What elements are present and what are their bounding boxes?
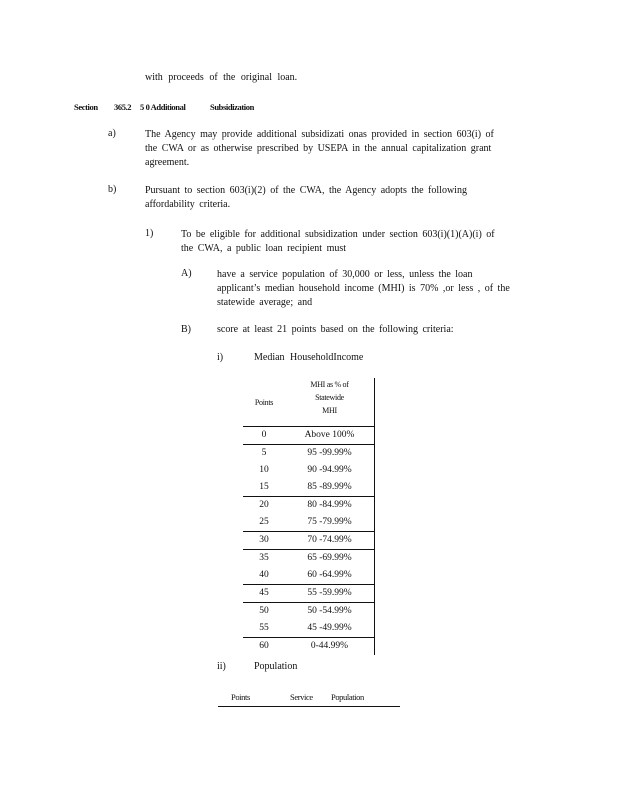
table-row (243, 585, 375, 603)
range-cell: 50 -54.99% (285, 603, 375, 621)
points-cell: 10 (259, 465, 269, 475)
table-row (243, 514, 375, 532)
table-row (243, 532, 375, 550)
item-a-marker: a) (108, 128, 116, 139)
section-label: Section (74, 102, 98, 112)
section-subtitle: Subsidization (210, 102, 254, 112)
points-cell: 35 (243, 550, 285, 568)
range-cell: 45 -49.99% (285, 620, 375, 638)
points-cell: 50 (243, 603, 285, 621)
item-b-line: Pursuant to section 603(i)(2) of the CWA, the Agency adopts the following (145, 185, 467, 196)
points-cell: 0 (243, 427, 285, 445)
points-cell: 5 (243, 445, 285, 463)
table-row (243, 445, 375, 463)
item-B-text: score at least 21 points based on the following criteria: (217, 324, 454, 335)
item-ii-marker: ii) (217, 661, 226, 672)
mhi-header-line: MHI as % of (310, 380, 349, 389)
range-cell: 95 -99.99% (285, 445, 375, 463)
range-cell: 90 -94.99% (285, 462, 375, 479)
item-b1-line: To be eligible for additional subsidization under section 603(i)(1)(A)(i) of (181, 229, 495, 240)
range-cell: 0-44.99% (285, 638, 375, 656)
table-row (243, 427, 375, 445)
table-header-row (243, 378, 375, 427)
table-row (243, 497, 375, 515)
item-b1-marker: 1) (145, 228, 154, 239)
item-A-line: statewide average; and (217, 297, 313, 308)
range-cell: 55 -59.99% (285, 585, 375, 603)
item-b1-text (181, 228, 495, 256)
item-b-marker: b) (108, 184, 117, 195)
table-row (243, 567, 375, 585)
continuation-text: with proceeds of the original loan. (145, 72, 298, 83)
table-row (243, 638, 375, 656)
section-title: 5 0 Additional (140, 102, 186, 112)
item-a-text (145, 128, 494, 170)
range-cell: 70 -74.99% (285, 532, 375, 550)
points-cell: 20 (243, 497, 285, 515)
pop-population-header: Population (331, 692, 364, 702)
range-cell: 80 -84.99% (285, 497, 375, 515)
range-cell: Above 100% (285, 427, 375, 445)
range-cell: 75 -79.99% (285, 514, 375, 532)
item-A-line: applicant’s median household income (MHI) is 70% ,or less , of the (217, 283, 510, 294)
range-cell: 85 -89.99% (285, 479, 375, 497)
item-ii-text: Population (254, 661, 298, 672)
table-row (243, 603, 375, 621)
table-row (243, 479, 375, 497)
points-column-header: Points (254, 397, 274, 407)
item-a-line: The Agency may provide additional subsidizati onas provided in section 603(i) of (145, 129, 494, 140)
item-A-text (217, 268, 510, 310)
item-A-marker: A) (181, 268, 192, 279)
table-row (243, 462, 375, 479)
item-b1-line: the CWA, a public loan recipient must (181, 243, 347, 254)
range-cell: 65 -69.99% (285, 550, 375, 568)
table-row (243, 620, 375, 638)
mhi-header-line: MHI (322, 406, 337, 415)
range-cell: 60 -64.99% (285, 567, 375, 585)
points-cell: 55 (259, 623, 269, 633)
table-row (243, 550, 375, 568)
item-i-marker: i) (217, 352, 224, 363)
section-number: 365.2 (114, 102, 132, 112)
item-A-line: have a service population of 30,000 or less, unless the loan (217, 269, 473, 280)
item-a-line: the CWA or as otherwise prescribed by USEPA in the annual capitalization grant (145, 143, 492, 154)
mhi-column-header (285, 378, 375, 427)
points-cell: 15 (259, 482, 269, 492)
item-b-text (145, 184, 467, 212)
mhi-header-line: Statewide (315, 393, 344, 402)
points-cell: 30 (243, 532, 285, 550)
points-cell: 60 (243, 638, 285, 656)
pop-points-header: Points (231, 692, 250, 702)
item-i-text: Median HouseholdIncome (254, 352, 364, 363)
item-B-marker: B) (181, 324, 191, 335)
item-a-line: agreement. (145, 157, 190, 168)
table-divider (218, 706, 400, 707)
item-b-line: affordability criteria. (145, 199, 231, 210)
mhi-table (243, 378, 375, 655)
pop-service-header: Service (290, 692, 313, 702)
points-cell: 25 (259, 517, 269, 527)
points-cell: 40 (259, 570, 269, 580)
points-cell: 45 (243, 585, 285, 603)
